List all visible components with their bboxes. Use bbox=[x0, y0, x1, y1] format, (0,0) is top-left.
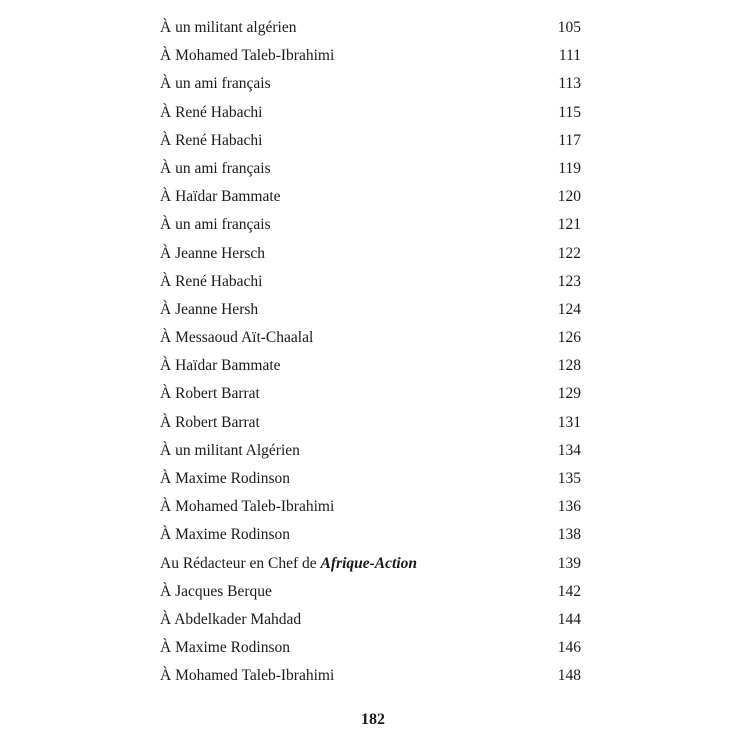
toc-entry-title: À un militant algérien bbox=[160, 19, 297, 36]
toc-entry-page: 148 bbox=[557, 667, 581, 685]
toc-entry-title-emphasis: Afrique-Action bbox=[320, 554, 417, 572]
toc-entry bbox=[160, 127, 581, 155]
toc-entry-title: À René Habachi bbox=[160, 131, 263, 149]
toc-entry-page: 122 bbox=[557, 244, 581, 262]
toc-entry-page: 134 bbox=[557, 441, 581, 459]
toc-entry bbox=[160, 324, 581, 352]
toc-entry-page: 142 bbox=[557, 582, 581, 600]
toc-entry bbox=[160, 352, 581, 380]
toc-entry bbox=[160, 99, 581, 127]
toc-entry-page: 123 bbox=[557, 272, 581, 290]
toc-entry-title: À un ami français bbox=[160, 75, 271, 93]
toc-entry-page: 131 bbox=[557, 413, 581, 431]
page-number: 182 bbox=[361, 711, 385, 728]
toc-entry-title: À Haïdar Bammate bbox=[160, 357, 281, 375]
toc-entry bbox=[160, 268, 581, 296]
toc-entry bbox=[160, 296, 581, 324]
toc-entry-title: À Maxime Rodinson bbox=[160, 526, 291, 544]
toc-entry bbox=[160, 380, 581, 408]
toc-entry-title-text: Au Rédacteur en Chef de bbox=[160, 554, 321, 572]
toc-entry-page: 121 bbox=[557, 216, 581, 234]
toc-entry bbox=[160, 183, 581, 211]
toc-entry-page: 139 bbox=[557, 554, 581, 572]
toc-entry-title: À René Habachi bbox=[160, 103, 263, 121]
toc-entry-page: 138 bbox=[557, 526, 581, 544]
toc-entry-title: À Maxime Rodinson bbox=[160, 470, 291, 487]
toc-entry-page: 111 bbox=[558, 47, 581, 65]
toc-entry-page: 120 bbox=[557, 188, 581, 206]
toc-entry bbox=[160, 211, 581, 239]
toc-entry-page: 146 bbox=[557, 639, 581, 657]
toc-entry-title: À Abdelkader Mahdad bbox=[160, 610, 302, 628]
toc-entry-page: 136 bbox=[557, 498, 581, 516]
toc-entry-page: 117 bbox=[558, 131, 581, 149]
toc-entry bbox=[160, 240, 581, 268]
toc-entry-title: À Haïdar Bammate bbox=[160, 188, 281, 206]
toc-entry-title bbox=[160, 550, 417, 578]
toc-entry bbox=[160, 14, 581, 42]
table-of-contents bbox=[160, 14, 581, 691]
toc-entry-page: 128 bbox=[557, 357, 581, 375]
toc-entry bbox=[160, 606, 581, 634]
toc-entry-page: 113 bbox=[558, 75, 581, 93]
toc-entry-title: À Jacques Berque bbox=[160, 582, 272, 600]
toc-entry-page: 129 bbox=[557, 385, 581, 403]
toc-entry bbox=[160, 493, 581, 521]
toc-entry-title: À René Habachi bbox=[160, 272, 263, 290]
toc-entry bbox=[160, 662, 581, 690]
toc-entry bbox=[160, 550, 581, 578]
toc-entry-title: À un ami français bbox=[160, 159, 271, 177]
toc-entry-page: 144 bbox=[557, 610, 581, 628]
toc-entry-title: À Maxime Rodinson bbox=[160, 639, 291, 657]
toc-entry bbox=[160, 465, 581, 493]
toc-entry-title: À Robert Barrat bbox=[160, 385, 260, 403]
toc-entry-page: 126 bbox=[557, 329, 581, 347]
toc-entry-title: À Messaoud Aït-Chaalal bbox=[160, 329, 314, 347]
toc-entry-title: À Mohamed Taleb-Ibrahimi bbox=[160, 498, 335, 516]
toc-entry-page: 105 bbox=[557, 19, 581, 36]
toc-entry-title: À Jeanne Hersh bbox=[160, 300, 259, 318]
toc-entry-title: À Mohamed Taleb-Ibrahimi bbox=[160, 667, 335, 685]
toc-entry bbox=[160, 155, 581, 183]
toc-entry bbox=[160, 521, 581, 549]
toc-entry-page: 124 bbox=[557, 300, 581, 318]
toc-entry bbox=[160, 634, 581, 662]
toc-entry-page: 115 bbox=[558, 103, 581, 121]
toc-entry bbox=[160, 409, 581, 437]
toc-entry bbox=[160, 578, 581, 606]
toc-entry bbox=[160, 70, 581, 98]
toc-entry bbox=[160, 42, 581, 70]
toc-entry-title: À Mohamed Taleb-Ibrahimi bbox=[160, 47, 335, 65]
toc-entry-title: À un militant Algérien bbox=[160, 441, 300, 459]
toc-entry bbox=[160, 437, 581, 465]
toc-entry-page: 119 bbox=[558, 159, 581, 177]
toc-entry-title: À Jeanne Hersch bbox=[160, 244, 266, 262]
toc-entry-title: À Robert Barrat bbox=[160, 413, 260, 431]
toc-entry-title: À un ami français bbox=[160, 216, 271, 234]
toc-entry-page: 135 bbox=[557, 470, 581, 487]
